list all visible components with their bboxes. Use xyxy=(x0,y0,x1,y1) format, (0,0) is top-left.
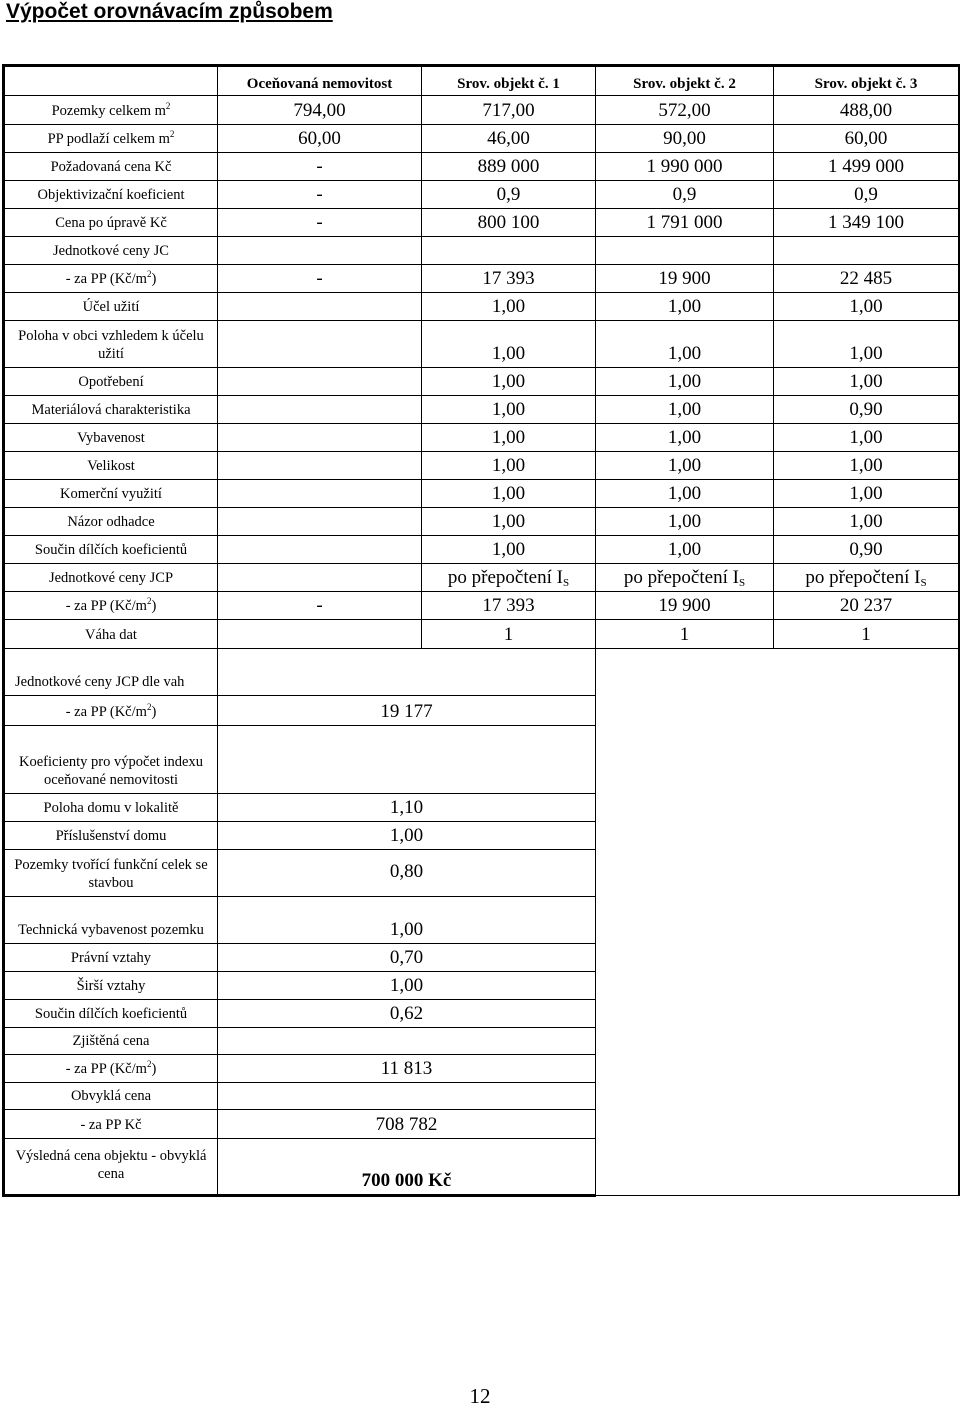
cell-value: 1,00 xyxy=(422,424,596,452)
table-row xyxy=(4,96,960,125)
row-label: Materiálová charakteristika xyxy=(4,396,218,424)
cell-value: 19 900 xyxy=(596,592,774,620)
cell-value: 1,00 xyxy=(774,424,960,452)
row-label: Účel užití xyxy=(4,293,218,321)
row-label: Obvyklá cena xyxy=(4,1083,218,1110)
cell-value: 1,00 xyxy=(596,480,774,508)
row-label: Velikost xyxy=(4,452,218,480)
valuation-table xyxy=(2,64,960,1197)
cell-value: 572,00 xyxy=(596,96,774,125)
row-label: Širší vztahy xyxy=(4,972,218,1000)
cell-value: 20 237 xyxy=(774,592,960,620)
table-row xyxy=(4,452,960,480)
cell-value: 1,00 xyxy=(774,508,960,536)
row-label: Názor odhadce xyxy=(4,508,218,536)
coef-value: 1,00 xyxy=(218,972,596,1000)
row-label: Poloha v obci vzhledem k účelu užití xyxy=(4,321,218,368)
row-label: Výsledná cena objektu - obvyklá cena xyxy=(4,1139,218,1196)
row-label: - za PP $(Kč/m^2)$ xyxy=(4,265,218,293)
coef-value: 1,10 xyxy=(218,794,596,822)
cell-value: 0,9 xyxy=(774,181,960,209)
cell-value: 90,00 xyxy=(596,125,774,153)
row-label: Opotřebení xyxy=(4,368,218,396)
cell-value: 1,00 xyxy=(774,293,960,321)
cell-value: 1 791 000 xyxy=(596,209,774,237)
cell-value: 889 000 xyxy=(422,153,596,181)
cell-value: 1,00 xyxy=(596,424,774,452)
header-row xyxy=(4,66,960,96)
table-row xyxy=(4,265,960,293)
header-empty-cell xyxy=(4,66,218,96)
row-label: - za PP Kč xyxy=(4,1110,218,1139)
cell-value: 0,9 xyxy=(422,181,596,209)
cell-empty xyxy=(596,649,960,696)
cell-value xyxy=(218,1083,596,1110)
cell-value: 19 900 xyxy=(596,265,774,293)
cell-value: 1,00 xyxy=(422,396,596,424)
cell-value xyxy=(218,480,422,508)
table-row xyxy=(4,321,960,368)
coef-value: 0,80 xyxy=(218,850,596,897)
cell-value: 717,00 xyxy=(422,96,596,125)
cell-value: - xyxy=(218,153,422,181)
cell-value xyxy=(218,508,422,536)
row-label: Váha dat xyxy=(4,620,218,649)
row-label: Součin dílčích koeficientů xyxy=(4,536,218,564)
table-row xyxy=(4,564,960,592)
header-comp-3: Srov. objekt č. 3 xyxy=(774,66,960,96)
cell-empty xyxy=(596,696,960,1196)
cell-value: 60,00 xyxy=(218,125,422,153)
header-comp-1: Srov. objekt č. 1 xyxy=(422,66,596,96)
row-label: Pozemky tvořící funkční celek se stavbou xyxy=(4,850,218,897)
table-row xyxy=(4,181,960,209)
cell-value xyxy=(218,452,422,480)
table-row xyxy=(4,696,960,726)
row-label: - za PP $(Kč/m^2)$ xyxy=(4,592,218,620)
cell-value: po přepočtení $I_S$ xyxy=(774,564,960,592)
cell-value: 46,00 xyxy=(422,125,596,153)
cell-value xyxy=(218,424,422,452)
row-label: - za PP $(Kč/m^2)$ xyxy=(4,1055,218,1083)
table-row xyxy=(4,293,960,321)
cell-value xyxy=(218,237,422,265)
row-label: Jednotkové ceny JCP dle vah xyxy=(4,649,218,696)
cell-value: 1,00 xyxy=(422,480,596,508)
final-price-value: 700 000 Kč xyxy=(218,1139,596,1196)
row-label: Koeficienty pro výpočet indexu oceňované nemovitosti xyxy=(4,726,218,794)
cell-value: 0,9 xyxy=(596,181,774,209)
cell-value: 17 393 xyxy=(422,592,596,620)
header-subject: Oceňovaná nemovitost xyxy=(218,66,422,96)
cell-value: 0,90 xyxy=(774,536,960,564)
row-label: Právní vztahy xyxy=(4,944,218,972)
table-row xyxy=(4,592,960,620)
cell-value: 1,00 xyxy=(774,321,960,368)
cell-value: 1,00 xyxy=(596,508,774,536)
row-label: Jednotkové ceny JCP xyxy=(4,564,218,592)
cell-value: 1 499 000 xyxy=(774,153,960,181)
coef-value: 0,70 xyxy=(218,944,596,972)
row-label: Technická vybavenost pozemku xyxy=(4,897,218,944)
jcp-weighted-value: 19 177 xyxy=(218,696,596,726)
row-label: Objektivizační koeficient xyxy=(4,181,218,209)
cell-value: 1 xyxy=(774,620,960,649)
cell-value xyxy=(422,237,596,265)
page-title: Výpočet orovnávacím způsobem xyxy=(6,0,333,23)
cell-value: 1,00 xyxy=(422,321,596,368)
cell-value xyxy=(218,321,422,368)
cell-value: 1,00 xyxy=(774,368,960,396)
row-label: Vybavenost xyxy=(4,424,218,452)
row-label: Pozemky celkem $m^2$ xyxy=(4,96,218,125)
row-label: Komerční využití xyxy=(4,480,218,508)
cell-value: - xyxy=(218,265,422,293)
cell-value xyxy=(218,368,422,396)
row-label: Poloha domu v lokalitě xyxy=(4,794,218,822)
cell-value: 488,00 xyxy=(774,96,960,125)
cell-value: - xyxy=(218,181,422,209)
row-label: - za PP $(Kč/m^2)$ xyxy=(4,696,218,726)
cell-value: 1,00 xyxy=(422,452,596,480)
cell-value: 22 485 xyxy=(774,265,960,293)
row-label: PP podlaží celkem $m^2$ xyxy=(4,125,218,153)
cell-value: 1,00 xyxy=(774,452,960,480)
cell-value: 1,00 xyxy=(596,452,774,480)
cell-value: po přepočtení $I_S$ xyxy=(422,564,596,592)
cell-value xyxy=(774,237,960,265)
header-comp-2: Srov. objekt č. 2 xyxy=(596,66,774,96)
row-label: Součin dílčích koeficientů xyxy=(4,1000,218,1028)
row-label: Příslušenství domu xyxy=(4,822,218,850)
cell-value xyxy=(218,536,422,564)
cell-value: - xyxy=(218,209,422,237)
coef-value: 1,00 xyxy=(218,822,596,850)
cell-value: 1,00 xyxy=(422,508,596,536)
table-row xyxy=(4,480,960,508)
cell-value: 1,00 xyxy=(596,368,774,396)
table-row xyxy=(4,536,960,564)
coef-value: 1,00 xyxy=(218,897,596,944)
cell-value: 1 349 100 xyxy=(774,209,960,237)
cell-value: po přepočtení $I_S$ xyxy=(596,564,774,592)
cell-value: 1,00 xyxy=(774,480,960,508)
cell-value: 1,00 xyxy=(596,321,774,368)
row-label: Jednotkové ceny JC xyxy=(4,237,218,265)
cell-value xyxy=(218,293,422,321)
cell-value xyxy=(218,1028,596,1055)
cell-value: 0,90 xyxy=(774,396,960,424)
cell-value: 17 393 xyxy=(422,265,596,293)
row-label: Požadovaná cena Kč xyxy=(4,153,218,181)
cell-value: 800 100 xyxy=(422,209,596,237)
table-row xyxy=(4,153,960,181)
cell-value: 1,00 xyxy=(596,396,774,424)
cell-value: 60,00 xyxy=(774,125,960,153)
cell-value: 1,00 xyxy=(596,536,774,564)
cell-value xyxy=(218,620,422,649)
cell-value xyxy=(218,649,596,696)
table-row xyxy=(4,649,960,696)
cell-value: 1 xyxy=(422,620,596,649)
table-row xyxy=(4,368,960,396)
cell-value: 1,00 xyxy=(422,368,596,396)
page-number: 12 xyxy=(469,1384,491,1408)
table-row xyxy=(4,125,960,153)
cell-value: - xyxy=(218,592,422,620)
table-row xyxy=(4,396,960,424)
cell-value: 1 xyxy=(596,620,774,649)
zjistena-value: 11 813 xyxy=(218,1055,596,1083)
cell-value: 1,00 xyxy=(596,293,774,321)
table-row xyxy=(4,508,960,536)
row-label: Zjištěná cena xyxy=(4,1028,218,1055)
cell-value: 1,00 xyxy=(422,293,596,321)
cell-value xyxy=(218,564,422,592)
cell-value xyxy=(218,396,422,424)
table-row xyxy=(4,209,960,237)
table-row xyxy=(4,620,960,649)
cell-value: 1,00 xyxy=(422,536,596,564)
cell-value: 1 990 000 xyxy=(596,153,774,181)
table-row xyxy=(4,424,960,452)
table-row xyxy=(4,237,960,265)
cell-value: 794,00 xyxy=(218,96,422,125)
row-label: Cena po úpravě Kč xyxy=(4,209,218,237)
cell-value xyxy=(596,237,774,265)
coef-value: 0,62 xyxy=(218,1000,596,1028)
obvykla-value: 708 782 xyxy=(218,1110,596,1139)
cell-value xyxy=(218,726,596,794)
